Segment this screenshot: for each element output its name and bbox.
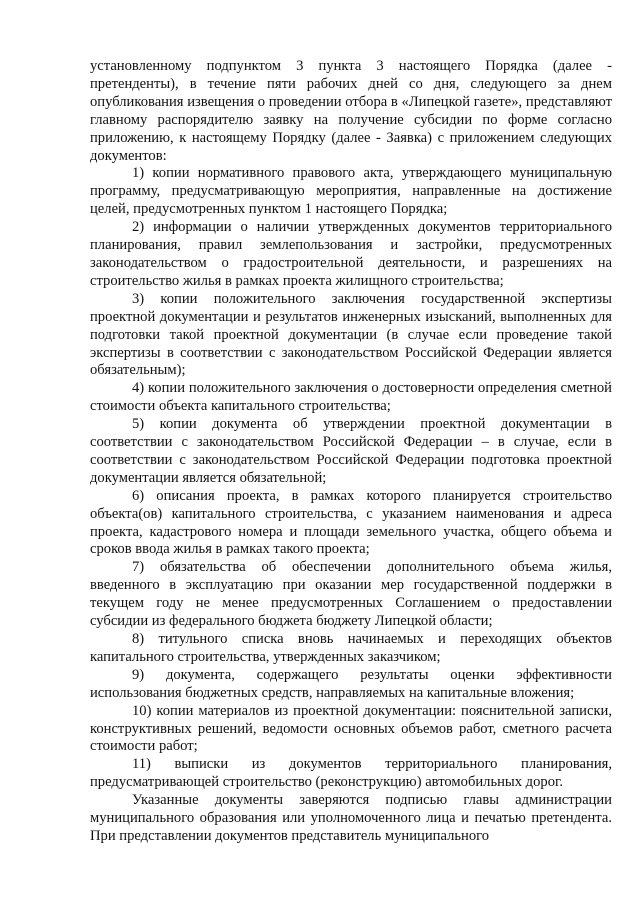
- list-item: 6) описания проекта, в рамках которого планируется строительство объекта(ов) капитального строительства, с указанием наименования и адреса проекта, кадастрового номера и площади земельного участка, общего объема и сроков ввода жилья в рамках такого проекта;: [90, 487, 612, 558]
- document-page: [90, 58, 612, 846]
- list-item: 9) документа, содержащего результаты оценки эффективности использования бюджетных средств, направляемых на капитальные вложения;: [90, 666, 612, 701]
- intro-paragraph: установленному подпунктом 3 пункта 3 настоящего Порядка (далее - претенденты), в течение пяти рабочих дней со дня, следующего за днем опубликования извещения о проведении отбора в «Липецкой газете», представляют главному распорядителю заявку на получение субсидии по форме согласно приложению, к настоящему Порядку (далее - Заявка) с приложением следующих документов:: [90, 58, 612, 164]
- list-item: 7) обязательства об обеспечении дополнительного объема жилья, введенного в эксплуатацию при оказании мер государственной поддержки в текущем году не менее предусмотренных Соглашением о предоставлении субсидии из федерального бюджета бюджету Липецкой области;: [90, 559, 612, 630]
- closing-paragraph: Указанные документы заверяются подписью главы администрации муниципального образования или уполномоченного лица и печатью претендента. При представлении документов представитель муниципального: [90, 792, 612, 844]
- list-item: 2) информации о наличии утвержденных документов территориального планирования, правил землепользования и застройки, предусмотренных законодательством о градостроительной деятельности, и разрешениях на строительство жилья в рамках проекта жилищного строительства;: [90, 219, 612, 289]
- list-item: 1) копии нормативного правового акта, утверждающего муниципальную программу, предусматривающую мероприятия, направленные на достижение целей, предусмотренных пунктом 1 настоящего Порядка;: [90, 165, 612, 218]
- list-item: 8) титульного списка вновь начинаемых и переходящих объектов капитального строительства, утвержденных заказчиком;: [90, 631, 612, 665]
- list-item: 3) копии положительного заключения государственной экспертизы проектной документации и результатов инженерных изысканий, выполненных для подготовки такой проектной документации (в случае если проведение такой экспертизы в соответствии с законодательством Российской Федерации является обязательным);: [90, 290, 612, 379]
- list-item: 11) выписки из документов территориального планирования, предусматривающей строительство (реконструкцию) автомобильных дорог.: [90, 756, 612, 791]
- list-item: 5) копии документа об утверждении проектной документации в соответствии с законодательством Российской Федерации – в случае, если в соответствии с законодательством Российской Федерации подготовка проектной документации является обязательной;: [90, 416, 612, 486]
- list-item: 10) копии материалов из проектной документации: пояснительной записки, конструктивных решений, ведомости основных объемов работ, сметного расчета стоимости работ;: [90, 702, 612, 755]
- list-item: 4) копии положительного заключения о достоверности определения сметной стоимости объекта капитального строительства;: [90, 380, 612, 415]
